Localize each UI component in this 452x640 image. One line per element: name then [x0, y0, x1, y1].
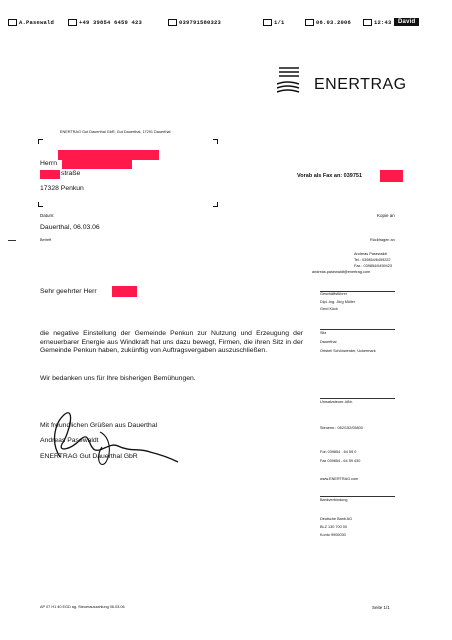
fax-box-icon: [363, 19, 372, 26]
bank-title: Bankverbindung: [320, 498, 348, 502]
fax-page-text: 1/1: [274, 19, 285, 26]
bank-code: BLZ 130 700 00: [320, 525, 348, 529]
greeting: Sehr geehrter Herr: [40, 288, 97, 295]
redaction-bar: [380, 170, 403, 182]
tax-title: Umsatzsteuer-IdNr.: [320, 400, 353, 404]
letter-date: Dauerthal, 06.03.06: [40, 224, 100, 231]
subject-label: Betreff: [40, 238, 52, 242]
signer-name: Andreas Pasewaldt: [40, 437, 99, 444]
fax-sender: [8, 19, 54, 26]
address-window-corner: [38, 202, 43, 207]
fax-date: [305, 19, 351, 26]
company-phone: Fon 039854 - 64 59 0: [320, 450, 357, 454]
recipient-street: straße: [61, 170, 81, 177]
redaction-bar: [58, 150, 159, 160]
address-window-corner: [38, 139, 43, 144]
fax-phone-text: +49 39854 6459 423: [79, 19, 143, 26]
fax-box-icon: [305, 19, 314, 26]
advance-fax-label: Vorab als Fax an: 039751: [297, 173, 363, 179]
redaction-bar: [112, 286, 137, 297]
recipient-city: 17328 Penkun: [40, 185, 84, 192]
signer-company: ENERTRAG Gut Dauerthal GbR: [40, 453, 138, 460]
fax-box-icon: [263, 19, 272, 26]
company-info-sidebar: [320, 288, 395, 548]
tax-number: Steuernr.: 062/152/05800: [320, 426, 363, 430]
seat-detail: Ortsteil Schönwerder, Uckermark: [320, 349, 376, 353]
copy-label: Kopie an: [377, 213, 395, 218]
bank-name: Deutsche Bank AG: [320, 517, 353, 521]
footer-reference: AP 07 H1 40 EGD ag. Steuerauszahlung 06.03.06: [40, 605, 125, 609]
contact-email: andreas.pasewaldt@enertrag.com: [312, 270, 371, 274]
sender-return-address: ENERTRAG Gut Dauerthal GbR, Gut Dauerthal, 17291 Dauerthal: [60, 130, 171, 134]
body-paragraph: die negative Einstellung der Gemeinde Penkun zur Nutzung und Erzeugung der erneuerbarer Energie aus Windkraft hat uns dazu bewegt, Firmen, die ihren Sitz in der Gemeinde Penkun haben, zukünftig von Auftragsvergaben auszuschließen.: [40, 330, 303, 355]
handwritten-signature: [40, 402, 180, 472]
management-title: Geschäftsführer: [320, 292, 348, 296]
fax-phone: [68, 19, 142, 26]
logo-wordmark: ENERTRAG: [314, 76, 407, 93]
manager-1: Dipl.-Ing. Jörg Müller: [320, 300, 356, 304]
closing-regards: Mit freundlichen Grüßen aus Dauerthal: [40, 422, 158, 429]
fax-receiver: [168, 19, 221, 26]
fax-receiver-text: 039791580323: [179, 19, 222, 26]
page-number: Seite 1/1: [372, 605, 390, 610]
fax-user: David: [394, 18, 419, 26]
thanks-paragraph: Wir bedanken uns für Ihre bisherigen Bemühungen.: [40, 375, 196, 382]
bank-account: Konto 9900030: [320, 533, 346, 537]
enertrag-logo-icon: [277, 66, 305, 96]
redaction-bar: [40, 170, 60, 179]
fax-date-text: 06.03.2006: [316, 19, 352, 26]
fax-box-icon: [68, 19, 77, 26]
fold-mark: [8, 240, 16, 241]
date-label: Datum:: [40, 213, 55, 218]
fax-transmission-header: [8, 6, 448, 32]
fax-time-text: 12:43: [374, 19, 392, 26]
fax-sender-text: A.Pasewald: [19, 19, 55, 26]
contact-fax: Fax.: 039854/6459423: [354, 264, 393, 268]
fax-box-icon: [8, 19, 17, 26]
address-window-corner: [213, 139, 218, 144]
manager-2: Gerd Kück: [320, 307, 338, 311]
recipient-salutation: Herrn: [40, 160, 57, 167]
company-fax: Fax 039854 - 64 59 430: [320, 459, 361, 463]
fax-box-icon: [168, 19, 177, 26]
contact-name: Andreas Pasewaldt: [354, 252, 387, 256]
inquiries-label: Rückfragen an: [370, 238, 395, 242]
seat-title: Sitz: [320, 331, 327, 335]
fax-time: [363, 19, 392, 26]
fax-page: [263, 19, 285, 26]
address-window-corner: [213, 202, 218, 207]
company-website: www.ENERTRAG.com: [320, 477, 359, 481]
seat-value: Dauerthal: [320, 340, 337, 344]
redaction-bar: [62, 160, 132, 169]
contact-tel: Tel.: 039854/6459222: [354, 258, 391, 262]
